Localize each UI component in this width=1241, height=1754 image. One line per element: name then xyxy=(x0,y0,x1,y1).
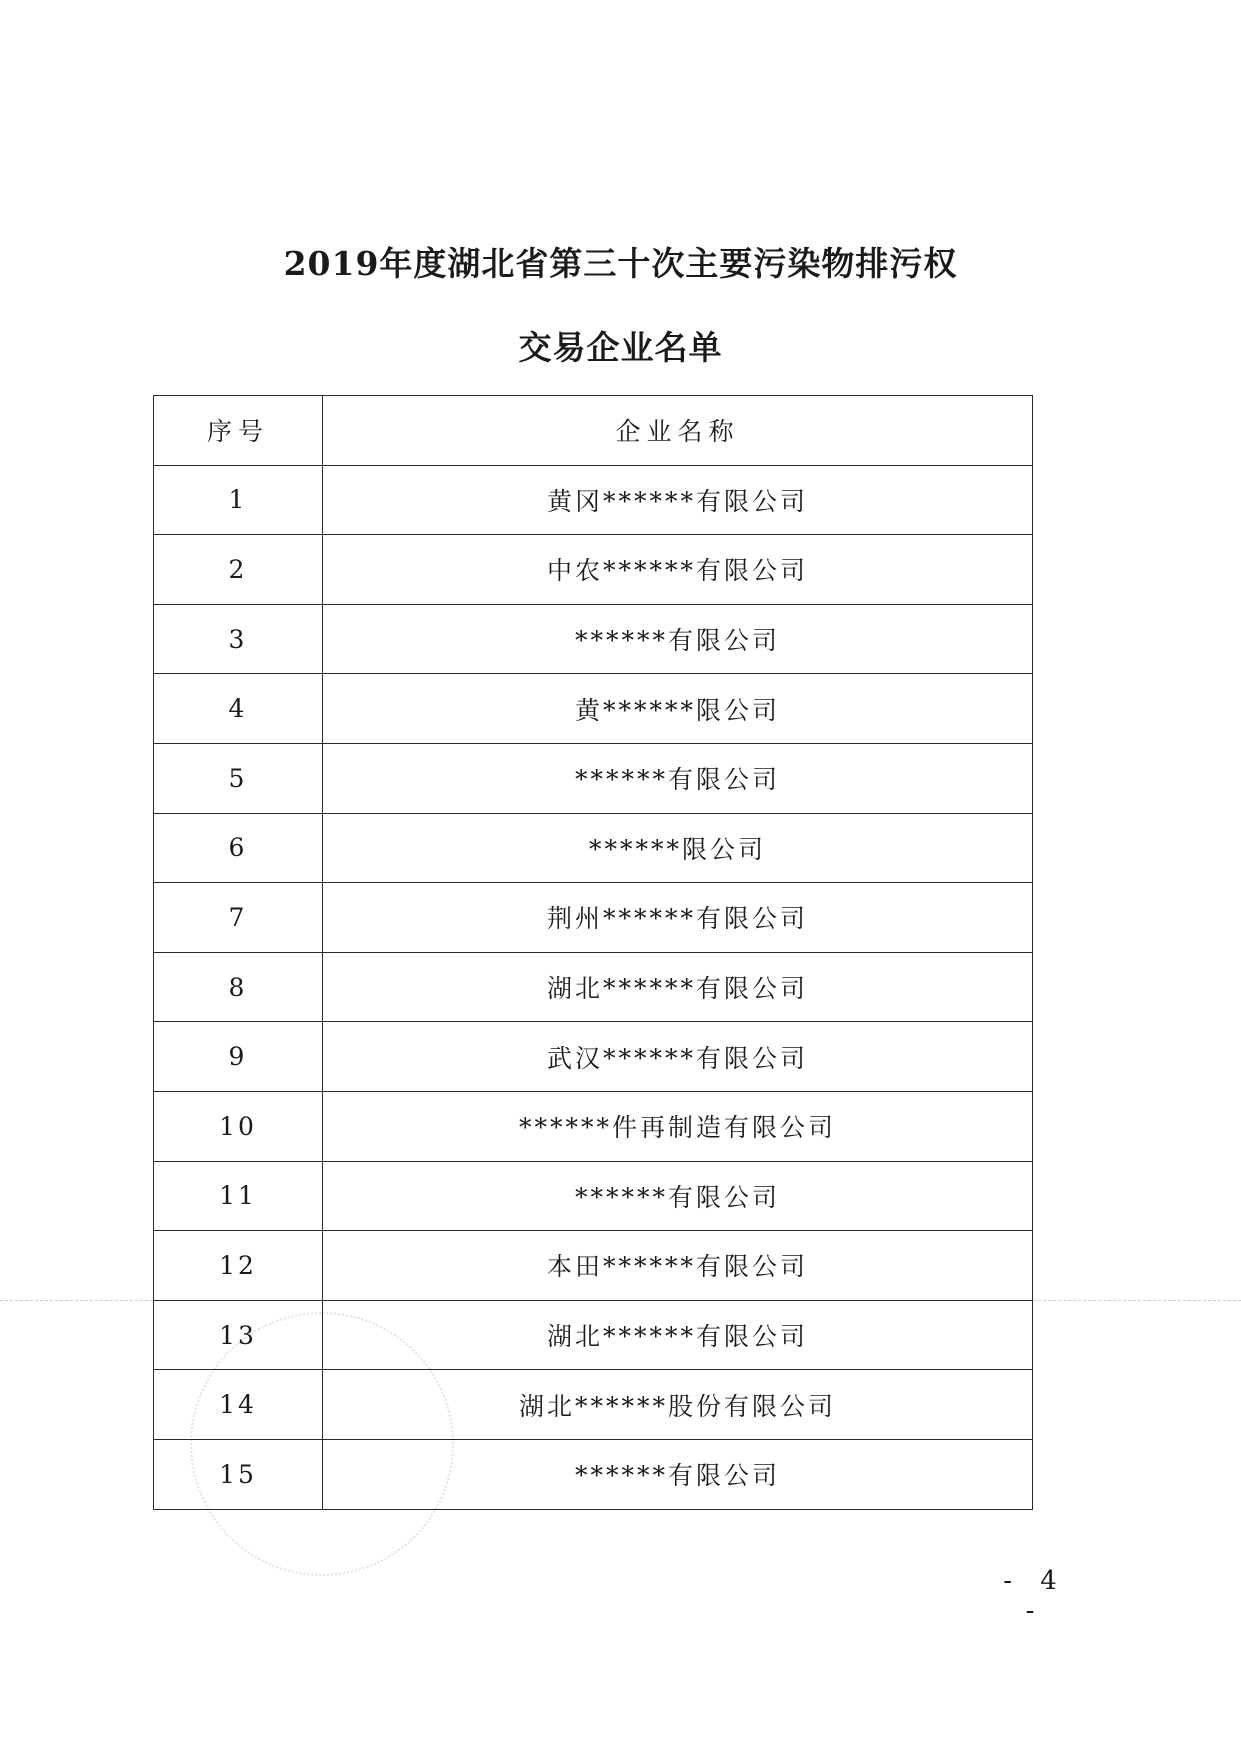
row-index: 12 xyxy=(154,1231,323,1301)
table-row xyxy=(154,1091,1033,1161)
row-index: 13 xyxy=(154,1300,323,1370)
row-index: 9 xyxy=(154,1022,323,1092)
table-header-row xyxy=(154,396,1033,466)
row-index: 10 xyxy=(154,1091,323,1161)
row-index: 14 xyxy=(154,1370,323,1440)
header-enterprise-name: 企业名称 xyxy=(323,396,1033,466)
row-enterprise-name: ******有限公司 xyxy=(323,743,1033,813)
row-enterprise-name: ******有限公司 xyxy=(323,604,1033,674)
row-enterprise-name: ******有限公司 xyxy=(323,1439,1033,1509)
table-row xyxy=(154,1161,1033,1231)
table-row xyxy=(154,604,1033,674)
table-row xyxy=(154,535,1033,605)
header-index: 序号 xyxy=(154,396,323,466)
table-row xyxy=(154,1370,1033,1440)
table-row xyxy=(154,465,1033,535)
table-row xyxy=(154,883,1033,953)
table-row xyxy=(154,1022,1033,1092)
row-enterprise-name: 黄冈******有限公司 xyxy=(323,465,1033,535)
row-index: 8 xyxy=(154,952,323,1022)
row-index: 15 xyxy=(154,1439,323,1509)
row-index: 3 xyxy=(154,604,323,674)
document-title-line-2: 交易企业名单 xyxy=(518,328,723,367)
row-enterprise-name: 荆州******有限公司 xyxy=(323,883,1033,953)
row-index: 7 xyxy=(154,883,323,953)
table-row xyxy=(154,813,1033,883)
row-index: 6 xyxy=(154,813,323,883)
row-enterprise-name: 湖北******股份有限公司 xyxy=(323,1370,1033,1440)
row-enterprise-name: 黄******限公司 xyxy=(323,674,1033,744)
row-enterprise-name: ******限公司 xyxy=(323,813,1033,883)
table-row xyxy=(154,952,1033,1022)
table-row xyxy=(154,1300,1033,1370)
row-index: 2 xyxy=(154,535,323,605)
page-number: - 4 - xyxy=(1003,1566,1067,1626)
row-enterprise-name: ******有限公司 xyxy=(323,1161,1033,1231)
table-row xyxy=(154,1231,1033,1301)
table-row xyxy=(154,743,1033,813)
row-enterprise-name: 中农******有限公司 xyxy=(323,535,1033,605)
row-enterprise-name: 本田******有限公司 xyxy=(323,1231,1033,1301)
row-index: 11 xyxy=(154,1161,323,1231)
row-index: 5 xyxy=(154,743,323,813)
row-enterprise-name: 武汉******有限公司 xyxy=(323,1022,1033,1092)
table-row xyxy=(154,674,1033,744)
row-index: 1 xyxy=(154,465,323,535)
table-row xyxy=(154,1439,1033,1509)
row-enterprise-name: 湖北******有限公司 xyxy=(323,952,1033,1022)
row-enterprise-name: 湖北******有限公司 xyxy=(323,1300,1033,1370)
enterprise-list-table xyxy=(153,395,1033,1510)
row-index: 4 xyxy=(154,674,323,744)
row-enterprise-name: ******件再制造有限公司 xyxy=(323,1091,1033,1161)
document-title-line-1: 2019年度湖北省第三十次主要污染物排污权 xyxy=(283,244,958,283)
